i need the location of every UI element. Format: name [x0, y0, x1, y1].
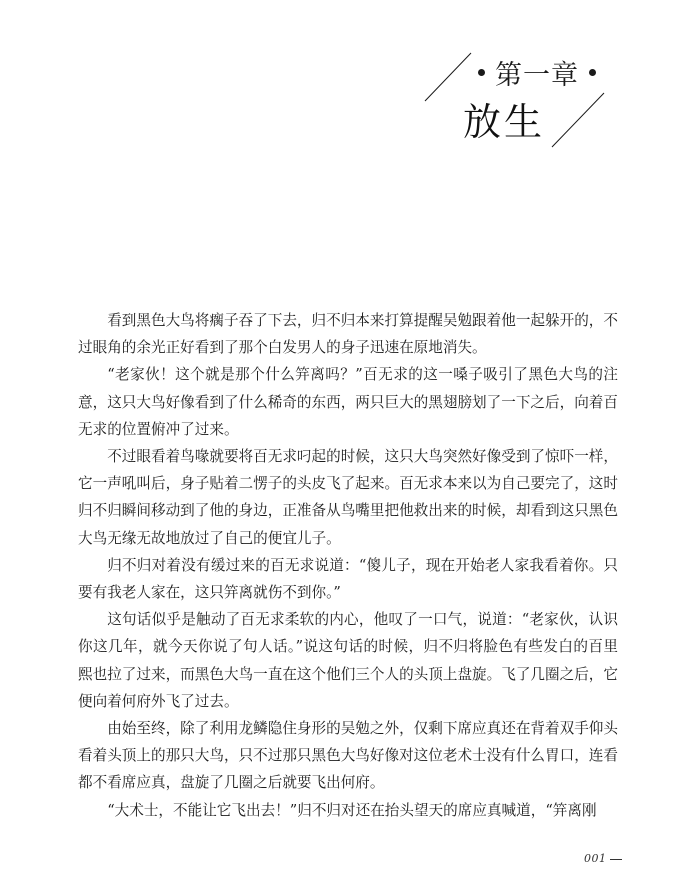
page-number-dash — [610, 859, 622, 860]
paragraph: 归不归对着没有缓过来的百无求说道：“傻儿子，现在开始老人家我看着你。只要有我老人家在，这只笄离就伤不到你。” — [78, 556, 618, 602]
page-number — [584, 852, 622, 865]
paragraph: 不过眼看着鸟喙就要将百无求叼起的时候，这只大鸟突然好像受到了惊吓一样，它一声吼叫后，身子贴着二愣子的头皮飞了起来。百无求本来以为自己要完了，这时归不归瞬间移动到了他的身边，正准备从鸟嘴里把他救出来的时候，却看到这只黑色大鸟无缘无故地放过了自己的便宜儿子。 — [78, 448, 618, 547]
chapter-number: 第一章 — [495, 59, 579, 91]
paragraph: 看到黑色大鸟将瘸子吞了下去，归不归本来打算提醒吴勉跟着他一起躲开的，不过眼角的余光正好看到了那个白发男人的身子迅速在原地消失。 — [78, 312, 618, 357]
slash-line-upper — [425, 53, 471, 101]
chapter-title: 放生 — [463, 100, 546, 144]
paragraph: “大术士，不能让它飞出去！”归不归对还在抬头望天的席应真喊道，“笄离刚 — [107, 801, 597, 819]
chapter-header — [0, 0, 686, 160]
body-text — [78, 307, 618, 824]
paragraph: “老家伙！这个就是那个什么笄离吗？”百无求的这一嗓子吸引了黑色大鸟的注意，这只大鸟好像看到了什么稀奇的东西，两只巨大的黑翅膀划了一下之后，向着百无求的位置俯冲了过来。 — [78, 366, 618, 438]
chapter-label — [478, 52, 596, 92]
bullet-dot-left — [478, 69, 485, 76]
paragraph: 这句话似乎是触动了百无求柔软的内心，他叹了一口气，说道：“老家伙，认识你这几年，就今天你说了句人话。”说这句话的时候，归不归将脸色有些发白的百里熙也拉了过来，而黑色大鸟一直在这个他们三个人的头顶上盘旋。飞了几圈之后，它便向着何府外飞了过去。 — [78, 611, 618, 710]
slash-line-lower — [552, 93, 604, 147]
paragraph: 由始至终，除了利用龙鳞隐住身形的吴勉之外，仅剩下席应真还在背着双手仰头看着头顶上的那只大鸟，只不过那只黑色大鸟好像对这位老术士没有什么胃口，连看都不看席应真，盘旋了几圈之后就要飞出何府。 — [78, 720, 618, 792]
bullet-dot-right — [589, 69, 596, 76]
page-number-value: 001 — [584, 852, 607, 865]
